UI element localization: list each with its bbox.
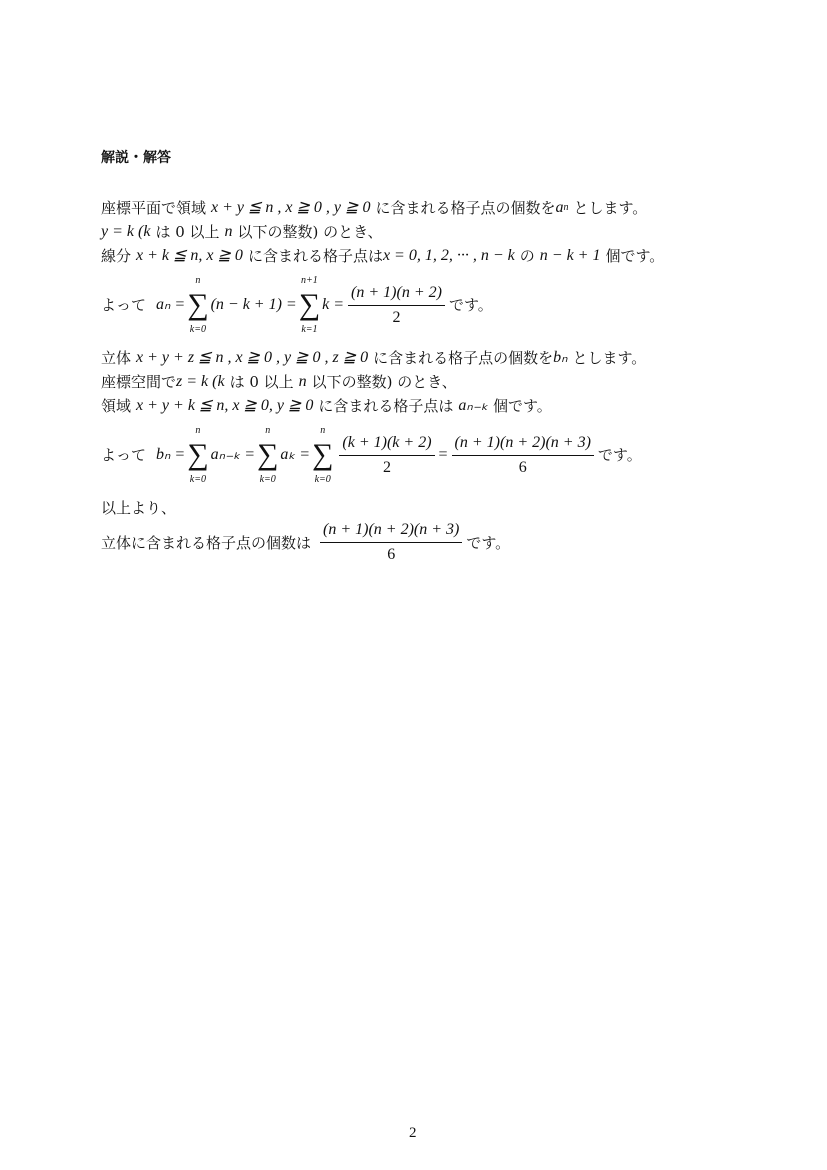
- sum-lower: k=0: [314, 474, 331, 485]
- paragraph-line-2: [101, 220, 801, 244]
- text: とします。: [572, 349, 647, 367]
- text: です。: [448, 296, 493, 314]
- math-var: bₙ: [553, 349, 568, 366]
- sum-upper: n: [265, 425, 271, 436]
- fraction: [452, 433, 594, 478]
- paragraph-line-7: [101, 394, 801, 418]
- conclusion-line: [101, 520, 801, 565]
- math-inequality: x + y + z ≦ n , x ≧ 0 , y ≧ 0 , z ≧ 0: [136, 349, 369, 366]
- math: aₖ =: [280, 446, 311, 463]
- paragraph-line-6: [101, 370, 801, 394]
- text: 座標空間で: [101, 373, 177, 391]
- text: は 0 以上: [229, 373, 294, 391]
- text: に含まれる格子点の個数を: [373, 349, 554, 367]
- denominator: 6: [518, 458, 527, 476]
- text: 個です。: [605, 247, 665, 265]
- text: は 0 以上: [155, 223, 220, 241]
- summation: [257, 424, 278, 486]
- math: aₙ =: [156, 296, 186, 313]
- text: 領域: [101, 397, 132, 415]
- text: 個です。: [493, 397, 552, 415]
- math: n − k + 1: [539, 247, 601, 264]
- text: に含まれる格子点の個数を: [375, 199, 556, 217]
- math: n: [298, 373, 307, 390]
- text: 線分: [101, 247, 132, 265]
- sigma-symbol: ∑: [187, 438, 209, 471]
- sigma-symbol: ∑: [298, 288, 321, 321]
- sum-lower: k=0: [259, 474, 276, 485]
- page-number: 2: [409, 1125, 417, 1141]
- text: とします。: [573, 199, 648, 217]
- sum-upper: n+1: [301, 275, 318, 286]
- paragraph-line-3: [101, 244, 801, 268]
- text: に含まれる格子点は: [318, 397, 454, 415]
- text: の: [519, 247, 535, 265]
- math: x + k ≦ n, x ≧ 0: [136, 247, 243, 264]
- summation: [187, 424, 208, 486]
- text: です。: [466, 533, 511, 552]
- sum-lower: k=0: [189, 324, 206, 335]
- math-inequality: x + y ≦ n , x ≧ 0 , y ≧ 0: [211, 199, 371, 216]
- paragraph-line-1: [101, 196, 801, 220]
- text: に含まれる格子点は: [247, 247, 383, 265]
- text: です。: [597, 446, 642, 464]
- math-sub: n: [563, 202, 569, 213]
- paragraph-line-5: [101, 346, 801, 370]
- math: (n − k + 1) =: [210, 296, 297, 313]
- equation-an: [101, 274, 801, 336]
- document-body: [101, 146, 801, 565]
- denominator: 2: [392, 308, 401, 326]
- math: k =: [322, 296, 345, 313]
- denominator: 6: [387, 546, 396, 563]
- summation: [299, 274, 320, 336]
- math-var: aₙ₋ₖ: [458, 397, 488, 414]
- text: 以下の整数) のとき、: [237, 223, 383, 241]
- sigma-symbol: ∑: [257, 438, 279, 471]
- text: 立体: [101, 349, 132, 367]
- math: n: [224, 223, 233, 240]
- sum-upper: n: [195, 275, 201, 286]
- math: aₙ₋ₖ =: [210, 446, 256, 463]
- sigma-symbol: ∑: [187, 288, 209, 321]
- numerator: (n + 1)(n + 2)(n + 3): [452, 433, 594, 456]
- summation: [312, 424, 333, 486]
- text: よって: [101, 296, 147, 314]
- sigma-symbol: ∑: [312, 438, 334, 471]
- numerator: (n + 1)(n + 2): [348, 283, 445, 306]
- sum-upper: n: [195, 425, 201, 436]
- equals: =: [438, 446, 448, 463]
- math-var: a: [555, 199, 564, 216]
- denominator: 2: [382, 458, 391, 476]
- sum-lower: k=1: [301, 324, 318, 335]
- math: bₙ =: [156, 446, 186, 463]
- math: z = k (k: [176, 373, 225, 390]
- math: x = 0, 1, 2, ··· , n − k: [382, 247, 515, 264]
- numerator: (n + 1)(n + 2)(n + 3): [320, 520, 462, 543]
- math: y = k (k: [101, 223, 151, 240]
- numerator: (k + 1)(k + 2): [339, 433, 434, 456]
- sum-lower: k=0: [189, 474, 206, 485]
- text: 以下の整数) のとき、: [311, 373, 457, 391]
- section-heading: 解説・解答: [101, 150, 171, 166]
- text: 座標平面で領域: [101, 199, 207, 217]
- text: よって: [101, 446, 147, 464]
- fraction: [320, 520, 462, 565]
- fraction: [348, 283, 445, 328]
- fraction: [339, 433, 434, 478]
- paragraph-line-9: 以上より、: [101, 499, 177, 517]
- sum-upper: n: [320, 425, 326, 436]
- summation: [187, 274, 208, 336]
- equation-bn: [101, 424, 801, 486]
- math: x + y + k ≦ n, x ≧ 0, y ≧ 0: [136, 397, 314, 414]
- text: 立体に含まれる格子点の個数は: [101, 533, 312, 552]
